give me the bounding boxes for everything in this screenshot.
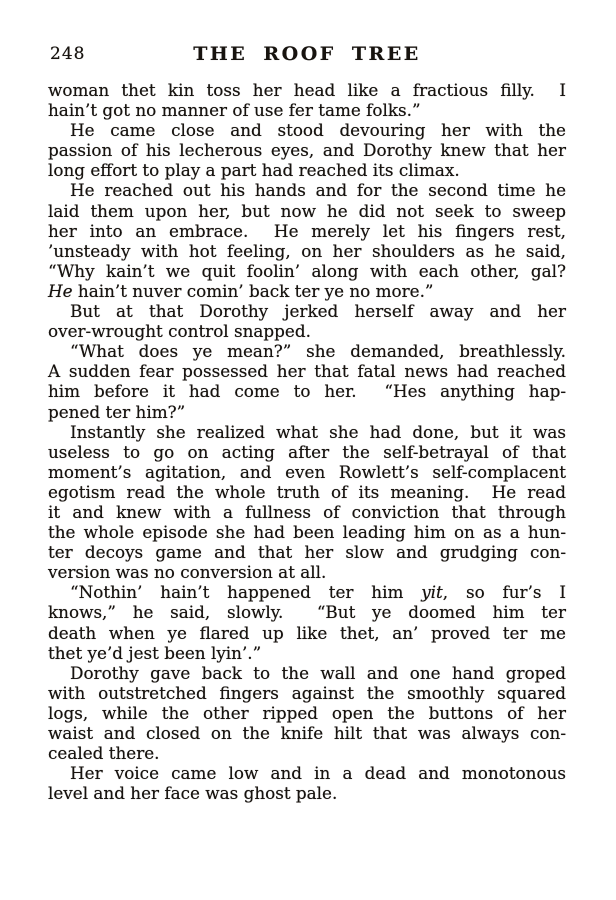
text-line bbox=[48, 482, 566, 502]
text-segment: her into an embrace. He merely let his fingers rest, bbox=[48, 220, 566, 241]
text-line bbox=[48, 361, 566, 381]
text-segment: hain’t got no manner of use fer tame folks.” bbox=[48, 100, 421, 121]
text-segment: thet ye’d jest been lyin’.” bbox=[48, 642, 262, 663]
text-line bbox=[48, 341, 566, 361]
paragraph bbox=[48, 582, 566, 662]
text-line bbox=[48, 241, 566, 261]
text-line bbox=[48, 703, 566, 723]
text-segment: version was no conversion at all. bbox=[48, 562, 327, 583]
running-title: THE ROOF TREE bbox=[193, 43, 421, 65]
text-segment: moment’s agitation, and even Rowlett’s self-complacent bbox=[48, 461, 566, 482]
text-line bbox=[48, 542, 566, 562]
paragraph bbox=[48, 120, 566, 180]
text-line bbox=[48, 402, 566, 422]
text-line bbox=[48, 582, 566, 602]
text-line bbox=[48, 422, 566, 442]
paragraph bbox=[48, 341, 566, 421]
paragraph bbox=[48, 663, 566, 763]
text-segment: ter decoys game and that her slow and grudging con- bbox=[48, 542, 566, 563]
text-segment: But at that Dorothy jerked herself away and her bbox=[70, 301, 566, 322]
text-line bbox=[48, 80, 566, 100]
text-line bbox=[48, 261, 566, 281]
text-line bbox=[48, 301, 566, 321]
text-segment: hain’t nuver comin’ back ter ye no more.” bbox=[72, 280, 434, 301]
text-segment: cealed there. bbox=[48, 743, 160, 764]
text-line bbox=[48, 381, 566, 401]
text-segment: woman thet kin toss her head like a fractious filly. I bbox=[48, 80, 566, 100]
text-segment: useless to go on acting after the self-betrayal of that bbox=[48, 441, 566, 462]
text-segment: “What does ye mean?” she demanded, breathlessly. bbox=[70, 341, 566, 362]
text-segment: , so fur’s I bbox=[442, 582, 566, 603]
text-line bbox=[48, 763, 566, 783]
text-line bbox=[48, 180, 566, 200]
text-segment: with outstretched fingers against the smoothly squared bbox=[48, 682, 566, 703]
text-segment: pened ter him?” bbox=[48, 401, 186, 422]
text-segment: laid them upon her, but now he did not seek to sweep bbox=[48, 200, 566, 221]
text-line bbox=[48, 442, 566, 462]
text-segment: the whole episode she had been leading him on as a hun- bbox=[48, 522, 566, 543]
italic-text: yit bbox=[421, 582, 443, 603]
text-segment: “Why kain’t we quit foolin’ along with each other, gal? bbox=[48, 260, 566, 281]
page-body bbox=[48, 80, 566, 803]
text-segment: He reached out his hands and for the second time he bbox=[70, 180, 566, 201]
text-line bbox=[48, 221, 566, 241]
text-line bbox=[48, 160, 566, 180]
text-line bbox=[48, 602, 566, 622]
text-line bbox=[48, 783, 566, 803]
text-segment: Dorothy gave back to the wall and one hand groped bbox=[70, 662, 566, 683]
text-segment: passion of his lecherous eyes, and Dorothy knew that her bbox=[48, 140, 566, 161]
text-line bbox=[48, 281, 566, 301]
text-segment: death when ye flared up like thet, an’ proved ter me bbox=[48, 622, 566, 643]
text-segment: “Nothin’ hain’t happened ter him bbox=[70, 582, 422, 603]
paragraph bbox=[48, 301, 566, 341]
text-segment: long effort to play a part had reached its climax. bbox=[48, 160, 460, 181]
text-line bbox=[48, 683, 566, 703]
text-segment: Instantly she realized what she had done, but it was bbox=[70, 421, 566, 442]
text-line bbox=[48, 140, 566, 160]
text-segment: egotism read the whole truth of its meaning. He read bbox=[48, 481, 566, 502]
paragraph bbox=[48, 763, 566, 803]
text-line bbox=[48, 743, 566, 763]
text-line bbox=[48, 462, 566, 482]
paragraph bbox=[48, 80, 566, 120]
text-segment: it and knew with a fullness of conviction that through bbox=[48, 501, 566, 522]
text-segment: waist and closed on the knife hilt that was always con- bbox=[48, 723, 566, 743]
text-line bbox=[48, 522, 566, 542]
italic-text: He bbox=[48, 280, 73, 301]
text-segment: level and her face was ghost pale. bbox=[48, 783, 338, 804]
text-segment: ’unsteady with hot feeling, on her shoulders as he said, bbox=[48, 240, 566, 261]
text-line bbox=[48, 562, 566, 582]
text-segment: He came close and stood devouring her with the bbox=[70, 120, 566, 141]
text-segment: Her voice came low and in a dead and monotonous bbox=[70, 763, 566, 784]
page-number: 248 bbox=[50, 44, 86, 64]
text-line bbox=[48, 201, 566, 221]
text-segment: A sudden fear possessed her that fatal news had reached bbox=[48, 361, 566, 382]
paragraph bbox=[48, 180, 566, 301]
text-segment: logs, while the other ripped open the buttons of her bbox=[48, 702, 566, 723]
text-line bbox=[48, 100, 566, 120]
page-header bbox=[48, 43, 566, 65]
paragraph bbox=[48, 422, 566, 583]
text-segment: over-wrought control snapped. bbox=[48, 321, 311, 342]
text-line bbox=[48, 321, 566, 341]
text-segment: him before it had come to her. “Hes anything hap- bbox=[48, 381, 566, 402]
text-line bbox=[48, 502, 566, 522]
text-line bbox=[48, 120, 566, 140]
text-line bbox=[48, 663, 566, 683]
text-line bbox=[48, 723, 566, 743]
text-line bbox=[48, 623, 566, 643]
text-line bbox=[48, 643, 566, 663]
text-segment: knows,” he said, slowly. “But ye doomed him ter bbox=[48, 602, 566, 623]
